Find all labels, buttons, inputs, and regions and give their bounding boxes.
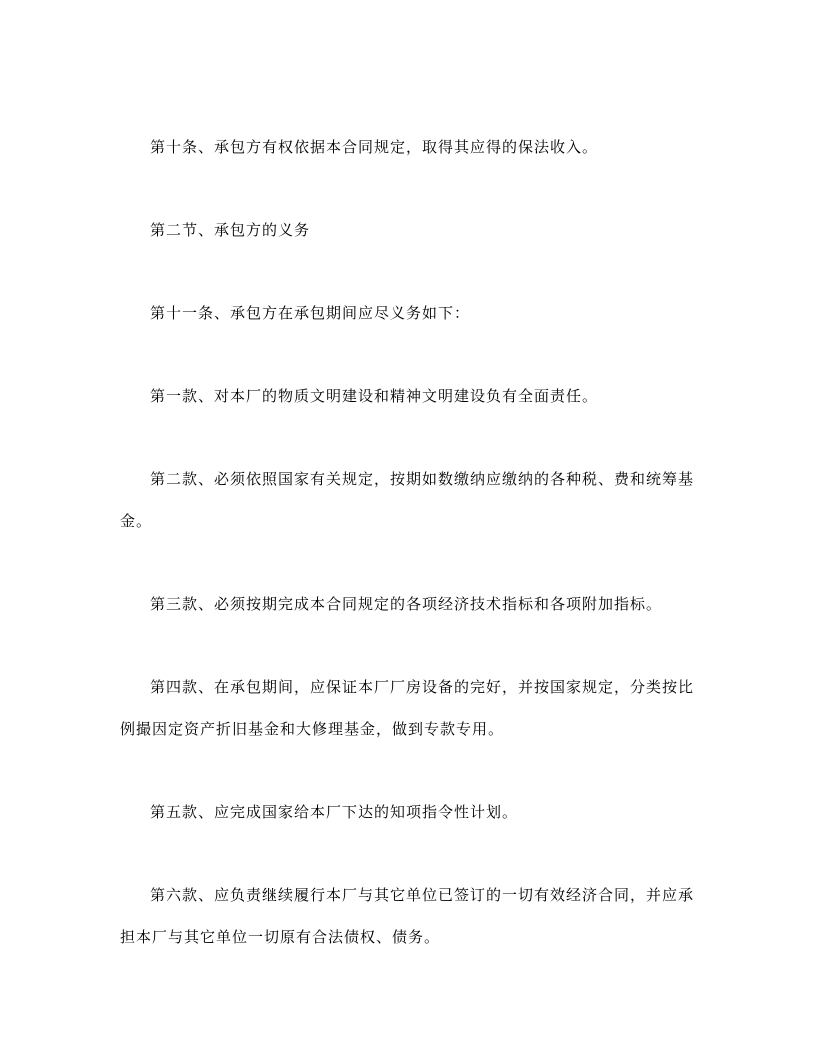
paragraph-line: 第四款、在承包期间，应保证本厂厂房设备的完好，并按国家规定，分类按比 [150, 678, 695, 696]
clause-paragraph [120, 375, 710, 417]
clause-paragraph [120, 874, 710, 958]
paragraph-line: 金。 [120, 512, 153, 530]
clause-paragraph [120, 666, 710, 750]
section-heading [120, 209, 710, 251]
paragraph-line: 担本厂与其它单位一切原有合法债权、债务。 [120, 928, 441, 946]
clause-paragraph [120, 126, 710, 168]
clause-paragraph [120, 292, 710, 334]
paragraph-line: 例撮因定资产折旧基金和大修理基金，做到专款专用。 [120, 720, 505, 738]
paragraph-line: 第十条、承包方有权依据本合同规定，取得其应得的保法收入。 [150, 138, 599, 156]
paragraph-line: 第六款、应负责继续履行本厂与其它单位已签订的一切有效经济合同，并应承 [150, 886, 695, 904]
paragraph-line: 第一款、对本厂的物质文明建设和精神文明建设负有全面责任。 [150, 387, 599, 405]
clause-paragraph [120, 791, 710, 833]
document-body [120, 126, 710, 999]
paragraph-line: 第二款、必须依照国家有关规定，按期如数缴纳应缴纳的各种税、费和统筹基 [150, 470, 695, 488]
clause-paragraph [120, 458, 710, 542]
paragraph-line: 第五款、应完成国家给本厂下达的知项指令性计划。 [150, 803, 519, 821]
paragraph-line: 第二节、承包方的义务 [150, 221, 311, 239]
paragraph-line: 第十一条、承包方在承包期间应尽义务如下： [150, 304, 471, 322]
paragraph-line: 第三款、必须按期完成本合同规定的各项经济技术指标和各项附加指标。 [150, 595, 663, 613]
clause-paragraph [120, 583, 710, 625]
